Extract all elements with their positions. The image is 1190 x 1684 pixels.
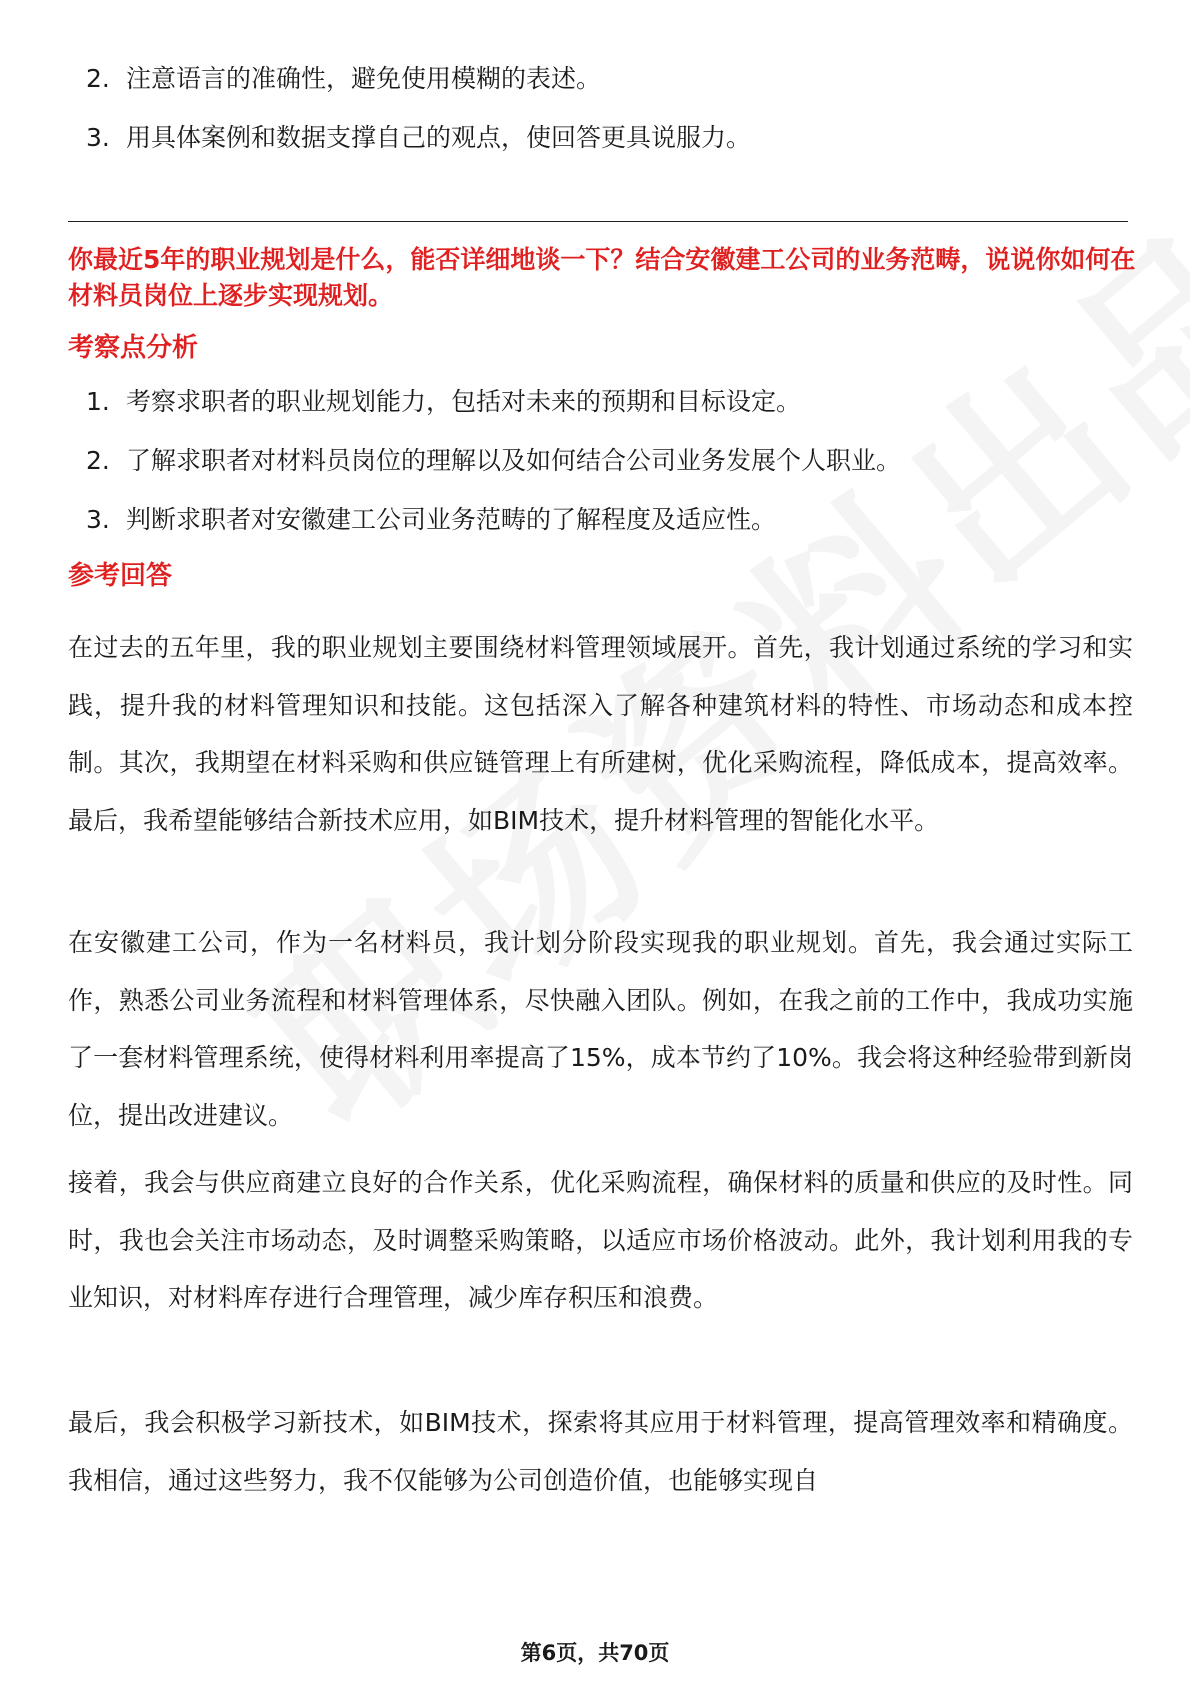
- analysis-heading: 考察点分析: [68, 333, 199, 363]
- list-item: [68, 385, 1128, 419]
- list-item: [68, 503, 1128, 537]
- list-number: 3.: [86, 505, 110, 534]
- list-item: [68, 62, 1128, 96]
- list-text: 注意语言的准确性，避免使用模糊的表述。: [126, 64, 602, 93]
- answer-paragraph: 接着，我会与供应商建立良好的合作关系，优化采购流程，确保材料的质量和供应的及时性。同时，我也会关注市场动态，及时调整采购策略，以适应市场价格波动。此外，我计划利用我的专业知识，对材料库存进行合理管理，减少库存积压和浪费。: [68, 1168, 1133, 1312]
- analysis-list: [68, 385, 1128, 562]
- top-list: [68, 62, 1128, 180]
- answer-heading: 参考回答: [68, 561, 173, 591]
- list-text: 了解求职者对材料员岗位的理解以及如何结合公司业务发展个人职业。: [126, 446, 902, 475]
- answer-paragraph: 在安徽建工公司，作为一名材料员，我计划分阶段实现我的职业规划。首先，我会通过实际工作，熟悉公司业务流程和材料管理体系，尽快融入团队。例如，在我之前的工作中，我成功实施了一套材料管理系统，使得材料利用率提高了15%，成本节约了10%。我会将这种经验带到新岗位，提出改进建议。: [68, 928, 1133, 1130]
- list-number: 3.: [86, 123, 110, 152]
- page-footer: 第6页，共70页: [520, 1641, 670, 1665]
- answer-paragraph: 最后，我会积极学习新技术，如BIM技术，探索将其应用于材料管理，提高管理效率和精确度。我相信，通过这些努力，我不仅能够为公司创造价值，也能够实现自: [68, 1408, 1133, 1495]
- list-text: 判断求职者对安徽建工公司业务范畴的了解程度及适应性。: [126, 505, 777, 534]
- divider: [68, 221, 1128, 222]
- answer-paragraph: 在过去的五年里，我的职业规划主要围绕材料管理领域展开。首先，我计划通过系统的学习和实践，提升我的材料管理知识和技能。这包括深入了解各种建筑材料的特性、市场动态和成本控制。其次，我期望在材料采购和供应链管理上有所建树，优化采购流程，降低成本，提高效率。最后，我希望能够结合新技术应用，如BIM技术，提升材料管理的智能化水平。: [68, 633, 1133, 835]
- list-number: 1.: [86, 387, 110, 416]
- list-item: [68, 121, 1128, 155]
- list-item: [68, 444, 1128, 478]
- question-text: 你最近5年的职业规划是什么，能否详细地谈一下？结合安徽建工公司的业务范畴，说说你如何在材料员岗位上逐步实现规划。: [68, 245, 1136, 310]
- list-number: 2.: [86, 64, 110, 93]
- list-text: 考察求职者的职业规划能力，包括对未来的预期和目标设定。: [126, 387, 802, 416]
- list-number: 2.: [86, 446, 110, 475]
- list-text: 用具体案例和数据支撑自己的观点，使回答更具说服力。: [126, 123, 752, 152]
